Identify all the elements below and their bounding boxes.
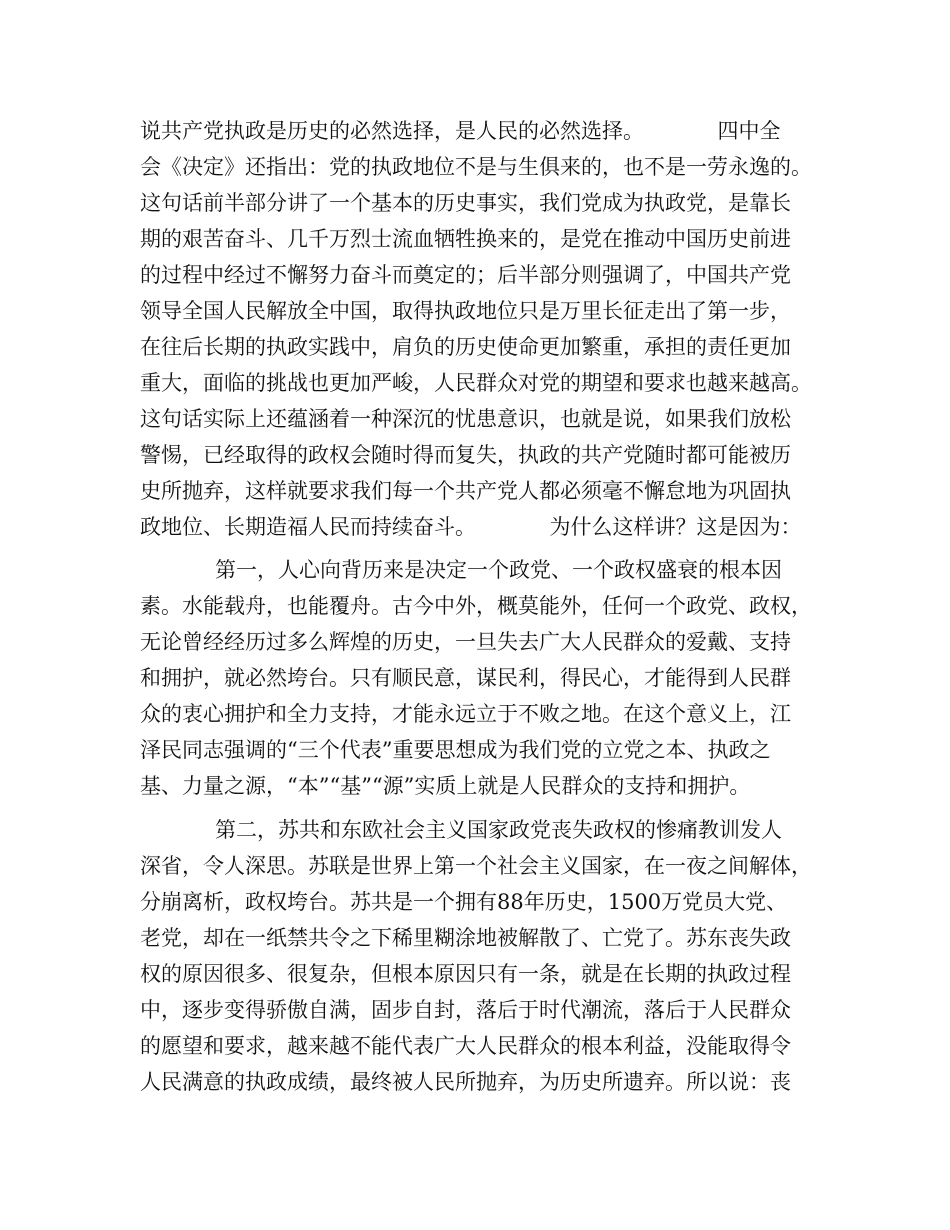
text-line: 警惕，已经取得的政权会随时得而复失，执政的共产党随时都可能被历 xyxy=(140,443,791,467)
text-line: 众的衷心拥护和全力支持，才能永远立于不败之地。在这个意义上，江 xyxy=(140,702,791,726)
text-line: 泽民同志强调的“三个代表”重要思想成为我们党的立党之本、执政之 xyxy=(140,738,771,762)
text-line: 权的原因很多、很复杂，但根本原因只有一条，就是在长期的执政过程 xyxy=(140,962,791,986)
paragraph-first-line: 第一，人心向背历来是决定一个政党、一个政权盛衰的根本因 xyxy=(215,558,782,582)
text-line: 这句话前半部分讲了一个基本的历史事实，我们党成为执政党，是靠长 xyxy=(140,191,791,215)
text-line: 中，逐步变得骄傲自满，固步自封，落后于时代潮流，落后于人民群众 xyxy=(140,998,791,1022)
text-line: 会《决定》还指出：党的执政地位不是与生俱来的，也不是一劳永逸的。 xyxy=(140,155,812,179)
text-line: 领导全国人民解放全中国，取得执政地位只是万里长征走出了第一步， xyxy=(140,299,791,323)
text-line: 政地位、长期造福人民而持续奋斗。 为什么这样讲？这是因为： xyxy=(140,515,802,539)
text-line: 和拥护，就必然垮台。只有顺民意，谋民利，得民心，才能得到人民群 xyxy=(140,666,791,690)
text-line: 人民满意的执政成绩，最终被人民所抛弃，为历史所遗弃。所以说：丧 xyxy=(140,1070,791,1094)
text-line: 期的艰苦奋斗、几千万烈士流血牺牲换来的，是党在推动中国历史前进 xyxy=(140,227,791,251)
text-line: 的过程中经过不懈努力奋斗而奠定的；后半部分则强调了，中国共产党 xyxy=(140,263,791,287)
text-line: 这句话实际上还蕴涵着一种深沉的忧患意识，也就是说，如果我们放松 xyxy=(140,407,791,431)
text-line: 基、力量之源，“本”“基”“源”实质上就是人民群众的支持和拥护。 xyxy=(140,774,751,798)
text-line: 素。水能载舟，也能覆舟。古今中外，概莫能外，任何一个政党、政权， xyxy=(140,594,812,618)
text-line: 无论曾经经历过多么辉煌的历史，一旦失去广大人民群众的爱戴、支持 xyxy=(140,630,791,654)
paragraph-first-line: 第二，苏共和东欧社会主义国家政党丧失政权的惨痛教训发人 xyxy=(215,818,782,842)
text-line: 深省，令人深思。苏联是世界上第一个社会主义国家，在一夜之间解体， xyxy=(140,854,812,878)
text-line: 分崩离析，政权垮台。苏共是一个拥有88年历史，1500万党员大党、 xyxy=(140,890,788,914)
text-line: 重大，面临的挑战也更加严峻，人民群众对党的期望和要求也越来越高。 xyxy=(140,371,812,395)
text-line: 史所抛弃，这样就要求我们每一个共产党人都必须毫不懈怠地为巩固执 xyxy=(140,479,791,503)
text-line: 老党，却在一纸禁共令之下稀里糊涂地被解散了、亡党了。苏东丧失政 xyxy=(140,926,791,950)
text-line: 在往后长期的执政实践中，肩负的历史使命更加繁重，承担的责任更加 xyxy=(140,335,791,359)
text-line: 的愿望和要求，越来越不能代表广大人民群众的根本利益，没能取得令 xyxy=(140,1034,791,1058)
text-line: 说共产党执政是历史的必然选择，是人民的必然选择。 四中全 xyxy=(140,119,781,143)
